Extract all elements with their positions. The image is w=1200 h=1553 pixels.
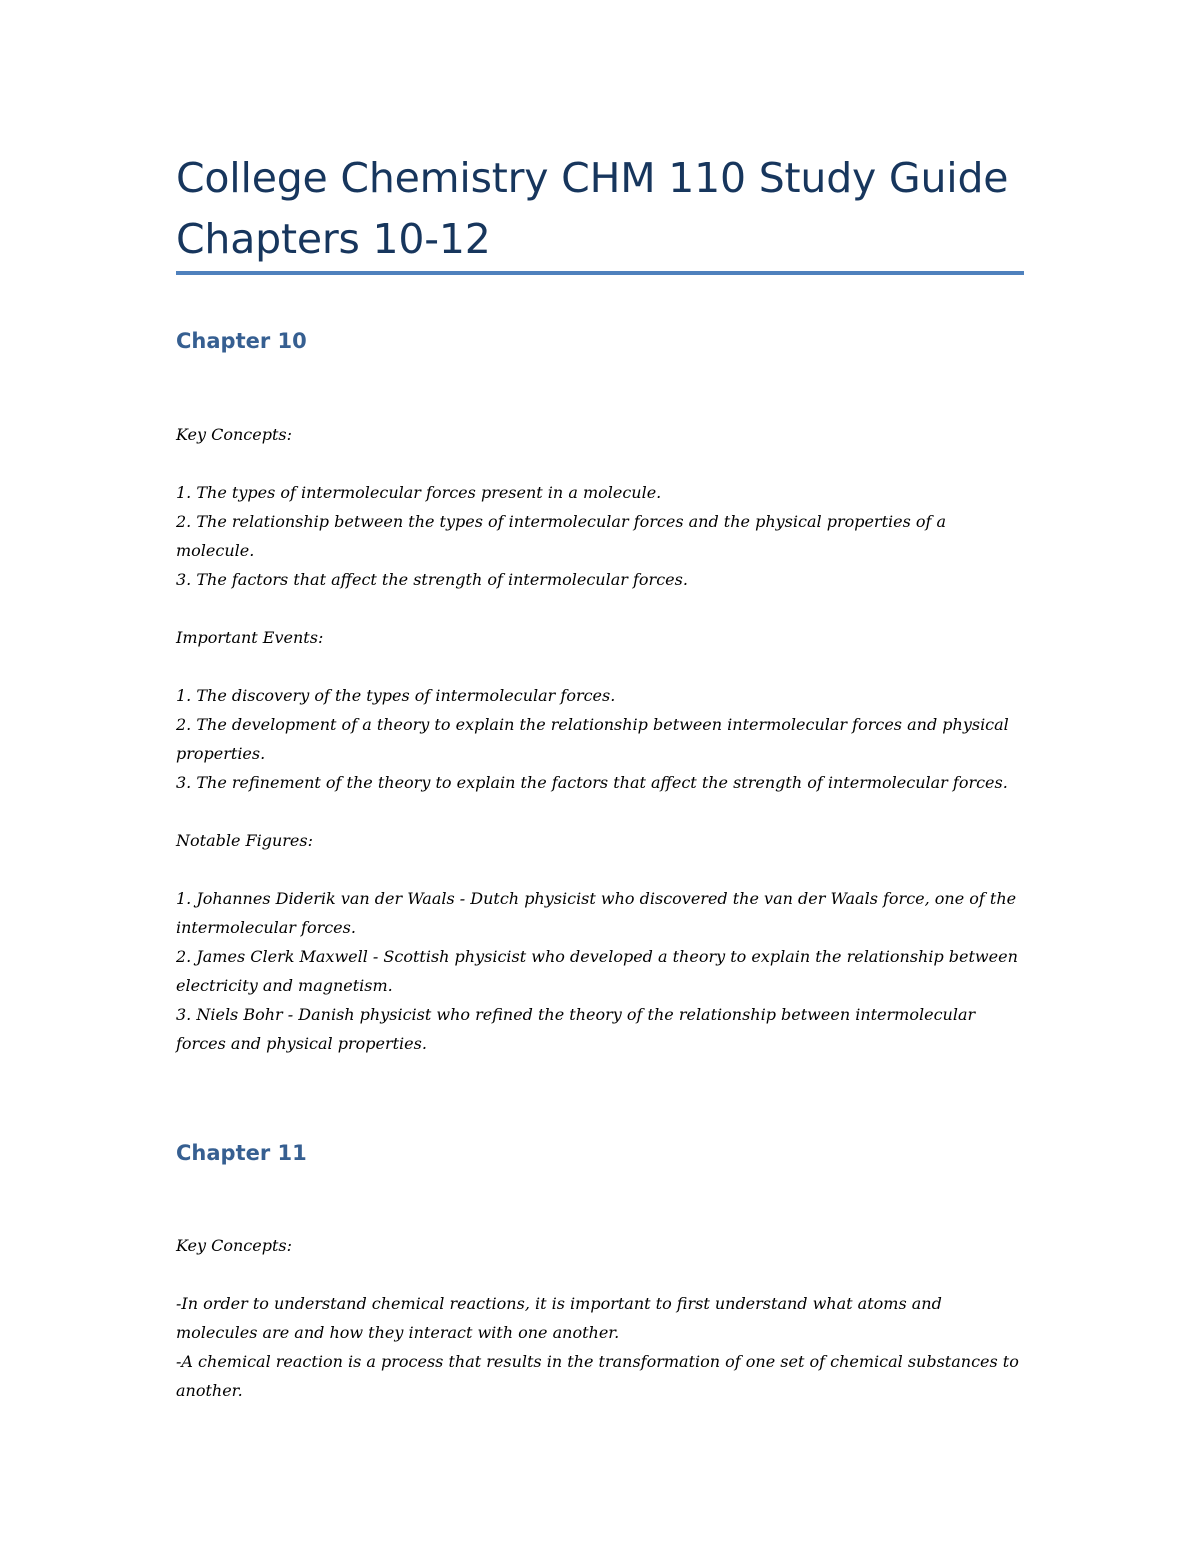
chapter-10-content: [176, 420, 1026, 1058]
notable-figure-item: 2. James Clerk Maxwell - Scottish physicist who developed a theory to explain the relationship between electricity and magnetism.: [176, 947, 1018, 995]
key-concept-item: -In order to understand chemical reactions, it is important to first understand what atoms and molecules are and how they interact with one another.: [176, 1294, 942, 1342]
chapter-10-heading: Chapter 10: [176, 329, 307, 353]
title-underline-divider: [176, 271, 1024, 275]
key-concept-item: -A chemical reaction is a process that results in the transformation of one set of chemical substances to another.: [176, 1352, 1019, 1400]
chapter-11-content: [176, 1231, 1026, 1405]
chapter-11-heading: Chapter 11: [176, 1141, 307, 1165]
notable-figure-item: 1. Johannes Diderik van der Waals - Dutch physicist who discovered the van der Waals force, one of the intermolecular forces.: [176, 889, 1017, 937]
notable-figures-label: Notable Figures:: [176, 831, 313, 850]
important-event-item: 3. The refinement of the theory to explain the factors that affect the strength of intermolecular forces.: [176, 773, 1008, 792]
important-events-label: Important Events:: [176, 628, 324, 647]
key-concept-item: 1. The types of intermolecular forces present in a molecule.: [176, 483, 662, 502]
key-concept-item: 3. The factors that affect the strength of intermolecular forces.: [176, 570, 688, 589]
important-event-item: 1. The discovery of the types of intermolecular forces.: [176, 686, 616, 705]
document-title: College Chemistry CHM 110 Study Guide Chapters 10-12: [176, 154, 1009, 263]
key-concepts-label: Key Concepts:: [176, 1236, 292, 1255]
important-event-item: 2. The development of a theory to explain the relationship between intermolecular forces and physical properties.: [176, 715, 1009, 763]
notable-figure-item: 3. Niels Bohr - Danish physicist who refined the theory of the relationship between intermolecular forces and physical properties.: [176, 1005, 976, 1053]
key-concepts-label: Key Concepts:: [176, 425, 292, 444]
key-concept-item: 2. The relationship between the types of intermolecular forces and the physical properties of a molecule.: [176, 512, 947, 560]
